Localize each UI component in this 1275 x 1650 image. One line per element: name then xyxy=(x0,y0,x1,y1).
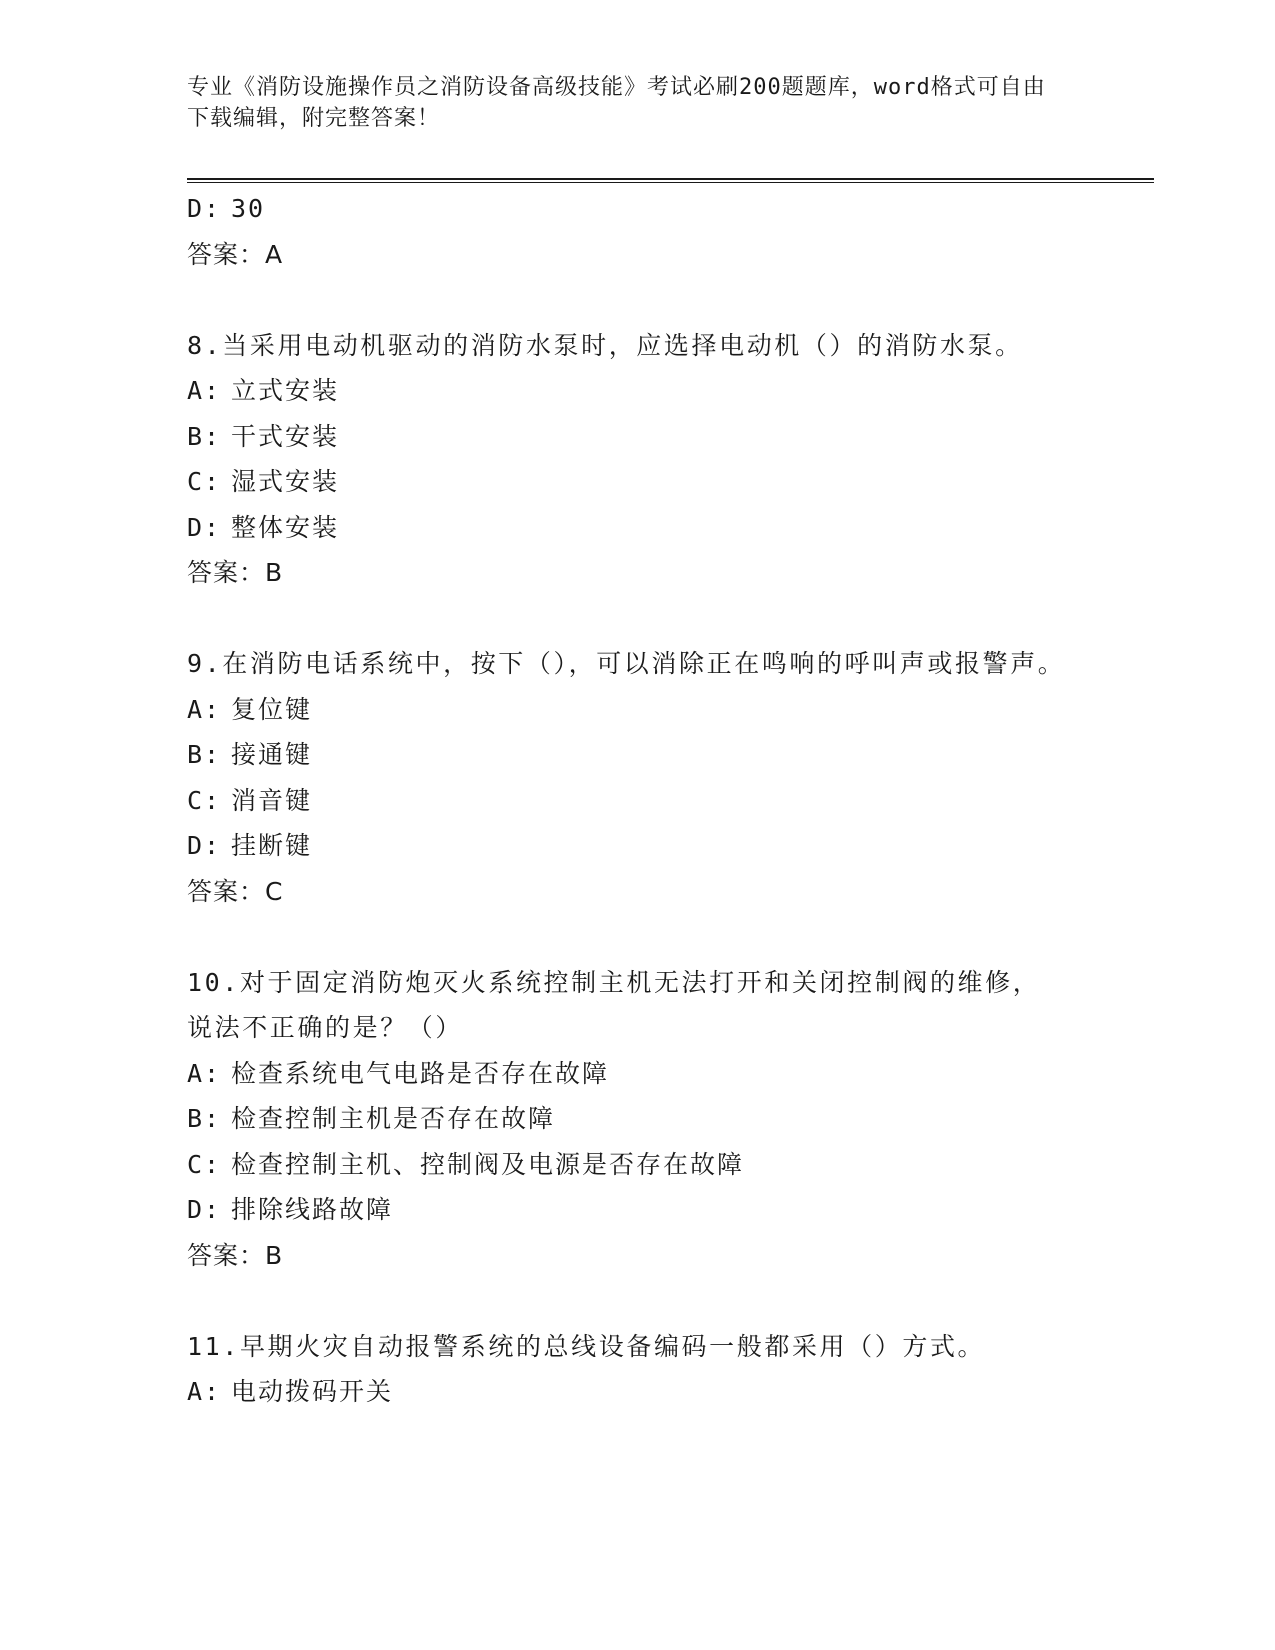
question-10 xyxy=(187,960,1067,1279)
option-a xyxy=(187,687,1067,733)
option-b xyxy=(187,414,1067,460)
option-key: B: xyxy=(187,740,222,769)
option-key: C: xyxy=(187,785,222,815)
option-d xyxy=(187,186,1067,232)
option-b xyxy=(187,732,1067,778)
option-key: D: xyxy=(187,1195,222,1224)
option-text: 湿式安装 xyxy=(231,467,340,496)
option-b xyxy=(187,1096,1067,1142)
option-a xyxy=(187,368,1067,414)
option-key: C: xyxy=(187,467,222,496)
option-a xyxy=(187,1051,1067,1097)
page-header: 专业《消防设施操作员之消防设备高级技能》考试必刷200题题库，word格式可自由下载编辑，附完整答案！ xyxy=(187,75,1046,131)
option-a xyxy=(187,1369,1067,1415)
option-text: 排除线路故障 xyxy=(231,1195,394,1224)
option-text: 接通键 xyxy=(231,740,313,769)
option-text: 复位键 xyxy=(231,694,313,724)
option-text: 干式安装 xyxy=(231,421,340,451)
option-text: 电动拨码开关 xyxy=(231,1377,394,1406)
answer-line: 答案：B xyxy=(187,1240,284,1270)
question-11 xyxy=(187,1324,1067,1415)
option-d xyxy=(187,505,1067,551)
question-list xyxy=(187,186,1067,1415)
option-key: A: xyxy=(187,1058,222,1088)
option-c xyxy=(187,778,1067,824)
question-stem: 8.当采用电动机驱动的消防水泵时，应选择电动机（）的消防水泵。 xyxy=(187,330,1023,360)
option-key: A: xyxy=(187,694,222,724)
option-key: A: xyxy=(187,1377,222,1406)
question-stem: 10.对于固定消防炮灭火系统控制主机无法打开和关闭控制阀的维修，说法不正确的是？（） xyxy=(187,967,1041,1042)
option-c xyxy=(187,459,1067,505)
answer-line: 答案：C xyxy=(187,876,284,906)
option-text: 检查控制主机、控制阀及电源是否存在故障 xyxy=(231,1149,745,1179)
option-key: D: xyxy=(187,194,222,223)
option-d xyxy=(187,823,1067,869)
option-text: 检查控制主机是否存在故障 xyxy=(231,1104,556,1133)
option-d xyxy=(187,1187,1067,1233)
option-key: D: xyxy=(187,512,222,542)
option-key: C: xyxy=(187,1149,222,1179)
option-text: 检查系统电气电路是否存在故障 xyxy=(231,1058,610,1088)
answer-line: 答案：B xyxy=(187,558,284,587)
option-text: 整体安装 xyxy=(231,512,340,542)
option-key: B: xyxy=(187,1104,222,1133)
question-stem: 9.在消防电话系统中，按下（），可以消除正在鸣响的呼叫声或报警声。 xyxy=(187,649,1066,678)
option-c xyxy=(187,1142,1067,1188)
option-text: 立式安装 xyxy=(231,376,340,405)
option-key: B: xyxy=(187,421,222,451)
spacer xyxy=(187,277,1067,323)
spacer xyxy=(187,1278,1067,1324)
option-text: 消音键 xyxy=(231,785,313,815)
question-8 xyxy=(187,323,1067,596)
option-key: D: xyxy=(187,831,222,860)
spacer xyxy=(187,596,1067,642)
option-key: A: xyxy=(187,376,222,405)
option-text: 30 xyxy=(231,194,266,223)
spacer xyxy=(187,914,1067,960)
question-stem: 11.早期火灾自动报警系统的总线设备编码一般都采用（）方式。 xyxy=(187,1331,986,1361)
question-9 xyxy=(187,641,1067,914)
answer-line: 答案：A xyxy=(187,239,284,269)
option-text: 挂断键 xyxy=(231,831,313,860)
header-divider xyxy=(187,178,1154,183)
